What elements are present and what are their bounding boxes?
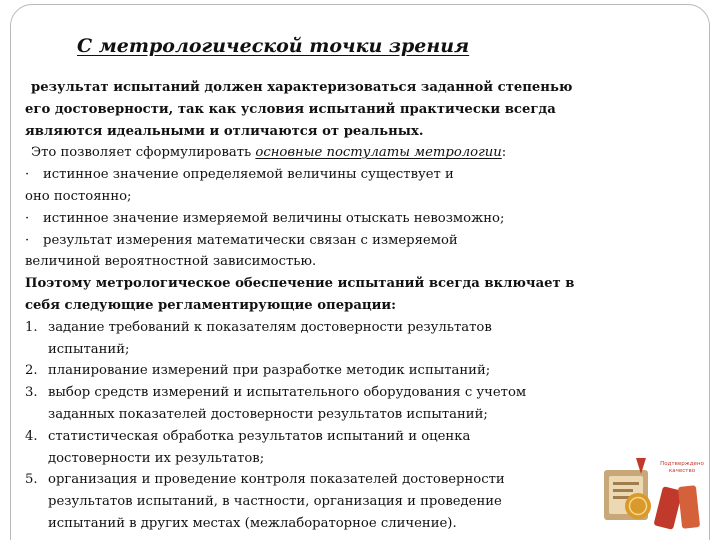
operation-text: организация и проведение контроля показателей достоверности [48, 472, 505, 488]
operation-text: выбор средств измерений и испытательного оборудования с учетом [48, 385, 527, 401]
bullet-item [25, 208, 665, 230]
postulates-intro [25, 142, 665, 164]
postulates-lead: Это позволяет сформулировать [31, 145, 252, 161]
operation-continuation: достоверности их результатов; [48, 450, 265, 466]
bullet-text: истинное значение измеряемой величины отыскать невозможно; [43, 210, 505, 226]
operation-item [25, 360, 665, 382]
bullet-marker: · [25, 210, 30, 226]
operation-number: 2. [25, 363, 38, 379]
operation-item [25, 469, 665, 491]
intro-line: результат испытаний должен характеризоваться заданной степенью [31, 80, 573, 95]
certificate-caption-line2: качество [668, 468, 696, 474]
operation-continuation: испытаний; [48, 341, 130, 357]
operation-number: 5. [25, 472, 38, 488]
operation-continuation: заданных показателей достоверности результатов испытаний; [48, 406, 488, 422]
operation-number: 4. [25, 428, 38, 444]
bullet-item [25, 230, 665, 252]
bullet-text: результат измерения математически связан с измеряемой [43, 232, 458, 248]
bullet-marker: · [25, 167, 30, 183]
bullet-text: истинное значение определяемой величины существует и [43, 167, 454, 183]
operation-number: 1. [25, 319, 38, 335]
slide-body [25, 77, 665, 535]
conclusion-line: Поэтому метрологическое обеспечение испытаний всегда включает в [25, 276, 575, 292]
operation-continuation: испытаний в других местах (межлабораторное сличение). [48, 515, 457, 531]
operation-item [25, 426, 665, 448]
label-stripe [613, 482, 639, 485]
intro-line: являются идеальными и отличаются от реальных. [25, 123, 424, 139]
certificate-caption-line1: Подтверждено [660, 461, 704, 467]
operation-item [25, 317, 665, 339]
operation-text: задание требований к показателям достоверности результатов [48, 319, 492, 335]
intro-line: его достоверности, так как условия испытаний практически всегда [25, 101, 556, 117]
bullet-continuation: оно постоянно; [25, 188, 132, 204]
quality-certificate-image [600, 456, 708, 536]
operation-text: статистическая обработка результатов испытаний и оценка [48, 428, 471, 444]
operation-text: планирование измерений при разработке методик испытаний; [48, 363, 491, 379]
slide-title: С метрологической точки зрения [77, 35, 470, 57]
operation-item [25, 382, 665, 404]
postulates-colon: : [501, 145, 507, 161]
operation-continuation: результатов испытаний, в частности, организация и проведение [48, 494, 502, 510]
bullet-continuation: величиной вероятностной зависимостью. [25, 254, 317, 270]
conclusion-line: себя следующие регламентирующие операции: [25, 297, 397, 313]
label-stripe [613, 489, 633, 492]
postulates-term: основные постулаты метрологии [255, 145, 502, 161]
bullet-marker: · [25, 232, 30, 248]
operation-number: 3. [25, 385, 38, 401]
bullet-item [25, 164, 665, 186]
